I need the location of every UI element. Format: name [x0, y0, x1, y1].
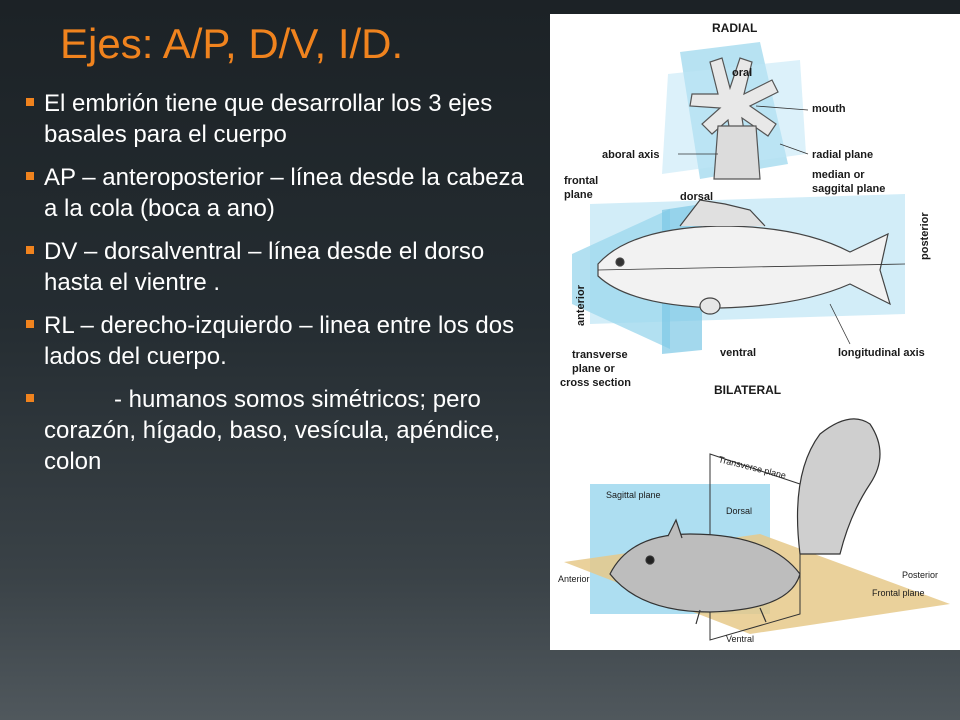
squirrel-ventral-label: Ventral	[726, 634, 755, 644]
sagittal-plane-label: Sagittal plane	[606, 490, 661, 500]
bullet-marker	[26, 246, 34, 254]
posterior-label: posterior	[919, 212, 931, 260]
bullet-text: RL – derecho-izquierdo – linea entre los dos lados del cuerpo.	[44, 312, 515, 370]
squirrel-dorsal-label: Dorsal	[726, 506, 753, 516]
bullet-item	[24, 88, 524, 150]
frontal-label-2: plane	[564, 189, 593, 201]
bullet-item	[24, 384, 524, 477]
bullet-marker	[26, 394, 34, 402]
frontal-label: frontal	[564, 175, 599, 187]
bullet-item	[24, 236, 524, 298]
transverse-label: transverse	[572, 349, 628, 361]
bilateral-heading: BILATERAL	[714, 383, 782, 397]
transverse-label-2: plane or	[572, 363, 615, 375]
bullet-marker	[26, 172, 34, 180]
bullet-list	[24, 88, 524, 489]
squirrel-anterior-label: Anterior	[558, 574, 590, 584]
bullet-text: El embrión tiene que desarrollar los 3 ejes basales para el cuerpo	[44, 90, 493, 148]
symmetry-diagram	[550, 14, 960, 650]
bullet-marker	[26, 320, 34, 328]
bullet-marker	[26, 98, 34, 106]
symmetry-figure	[550, 14, 960, 650]
bullet-item	[24, 162, 524, 224]
oral-label: oral	[732, 67, 753, 79]
radial-heading: RADIAL	[712, 21, 758, 35]
anterior-label: anterior	[575, 285, 587, 326]
slide-title: Ejes: A/P, D/V, I/D.	[60, 20, 404, 67]
median-plane-label: median or	[812, 169, 865, 181]
dorsal-label: dorsal	[680, 191, 714, 203]
squirrel-posterior-label: Posterior	[902, 570, 939, 580]
aboral-axis-label: aboral axis	[602, 149, 660, 161]
radial-plane-label: radial plane	[812, 149, 874, 161]
bullet-text: AP – anteroposterior – línea desde la cabeza a la cola (boca a ano)	[44, 164, 524, 222]
mouth-label: mouth	[812, 103, 846, 115]
ventral-label: ventral	[720, 347, 757, 359]
frontal-plane-label: Frontal plane	[872, 588, 925, 598]
bullet-item	[24, 310, 524, 372]
bullet-text: DV – dorsalventral – línea desde el dorso hasta el vientre .	[44, 238, 485, 296]
transverse-plane-label: Transverse plane	[717, 454, 788, 481]
transverse-label-3: cross section	[560, 377, 631, 389]
bullet-text: - humanos somos simétricos; pero corazón, hígado, baso, vesícula, apéndice, colon	[44, 386, 501, 475]
median-plane-label-2: saggital plane	[812, 183, 886, 195]
longitudinal-axis-label: longitudinal axis	[838, 347, 925, 359]
